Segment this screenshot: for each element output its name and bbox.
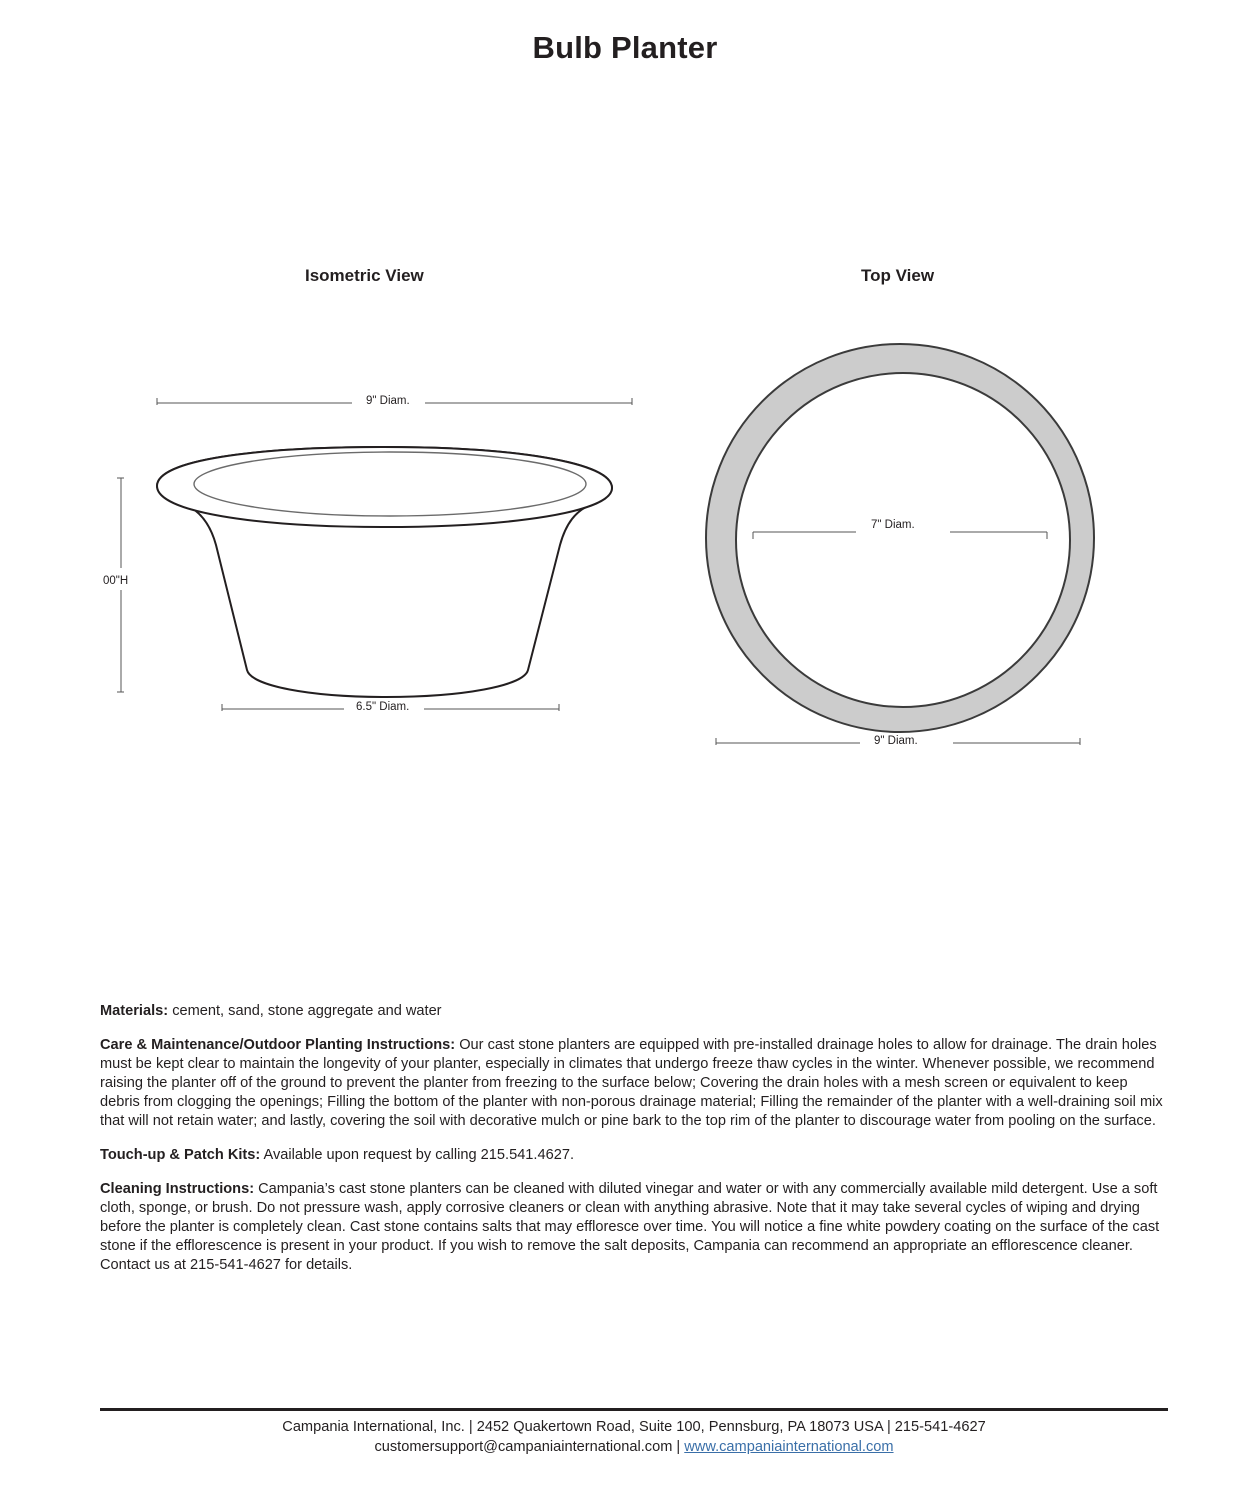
footer-contact-line [100, 1437, 1168, 1457]
touchup-paragraph [100, 1146, 1168, 1165]
top-view-drawing [706, 344, 1094, 747]
isometric-view-label: Isometric View [305, 266, 424, 285]
iso-height-label: 00"H [103, 575, 129, 587]
top-inner-diameter-label: 7" Diam. [871, 519, 915, 531]
iso-base-diameter-dimension [222, 701, 559, 713]
care-paragraph [100, 1036, 1168, 1131]
top-view-inner-circle [736, 373, 1070, 707]
top-outer-diameter-dimension [716, 735, 1080, 747]
cleaning-label: Cleaning Instructions: [100, 1180, 255, 1197]
footer-separator: | [672, 1439, 685, 1456]
materials-label: Materials: [100, 1003, 169, 1019]
cleaning-value: Campania’s cast stone planters can be cleaned with diluted vinegar and water or with any commercially available mild detergent. Use a soft cloth, sponge, or brush. Do not pressure wash, apply corrosive cleaners or clean with anything abrasive. Note that it may take several cycles of wiping and drying before the planter is completely clean. Cast stone contains salts that may effloresce over time. You will notice a fine white powdery coating on the surface of the cast stone if the efflorescence is present in your product. If you wish to remove the salt deposits, Campania can recommend an appropriate an efflorescence cleaner. Contact us at 215-541-4627 for details. [100, 1180, 1160, 1273]
top-outer-diameter-label: 9" Diam. [874, 735, 918, 747]
footer-divider [100, 1408, 1168, 1411]
iso-base-diameter-label: 6.5" Diam. [356, 701, 410, 713]
footer-email[interactable]: customersupport@campaniainternational.com [374, 1439, 673, 1456]
page-title: Bulb Planter [532, 30, 718, 65]
footer [100, 1408, 1168, 1457]
top-view-label: Top View [861, 266, 935, 285]
care-value: Our cast stone planters are equipped with pre-installed drainage holes to allow for drainage. The drain holes must be kept clear to maintain the longevity of your planter, especially in climates that undergo freeze thaw cycles in the winter. Whenever possible, we recommend raising the planter off of the ground to prevent the planter from freezing to the surface below; Covering the drain holes with a mesh screen or equivalent to keep debris from clogging the openings; Filling the bottom of the planter with non-porous drainage material; Filling the remainder of the planter with a well-draining soil mix that will not retain water; and lastly, covering the soil with decorative mulch or pine bark to the top rim of the planter to discourage water from pooling on the surface. [100, 1036, 1163, 1129]
footer-website-link[interactable]: www.campaniainternational.com [684, 1439, 894, 1456]
materials-value: cement, sand, stone aggregate and water [168, 1003, 442, 1019]
planter-rim-inner [194, 452, 586, 516]
cleaning-paragraph [100, 1180, 1168, 1275]
specifications-text [100, 1002, 1168, 1275]
iso-top-diameter-dimension [157, 395, 632, 407]
materials-paragraph [100, 1002, 1168, 1021]
isometric-drawing [103, 395, 632, 713]
iso-height-dimension [103, 478, 128, 692]
touchup-value: Available upon request by calling 215.541.4627. [260, 1146, 575, 1163]
care-label: Care & Maintenance/Outdoor Planting Instructions: [100, 1036, 456, 1053]
iso-top-diameter-label: 9" Diam. [366, 395, 410, 407]
footer-address-line: Campania International, Inc. | 2452 Quakertown Road, Suite 100, Pennsburg, PA 18073 USA | 215-541-4627 [282, 1419, 986, 1435]
touchup-label: Touch-up & Patch Kits: [100, 1146, 261, 1163]
